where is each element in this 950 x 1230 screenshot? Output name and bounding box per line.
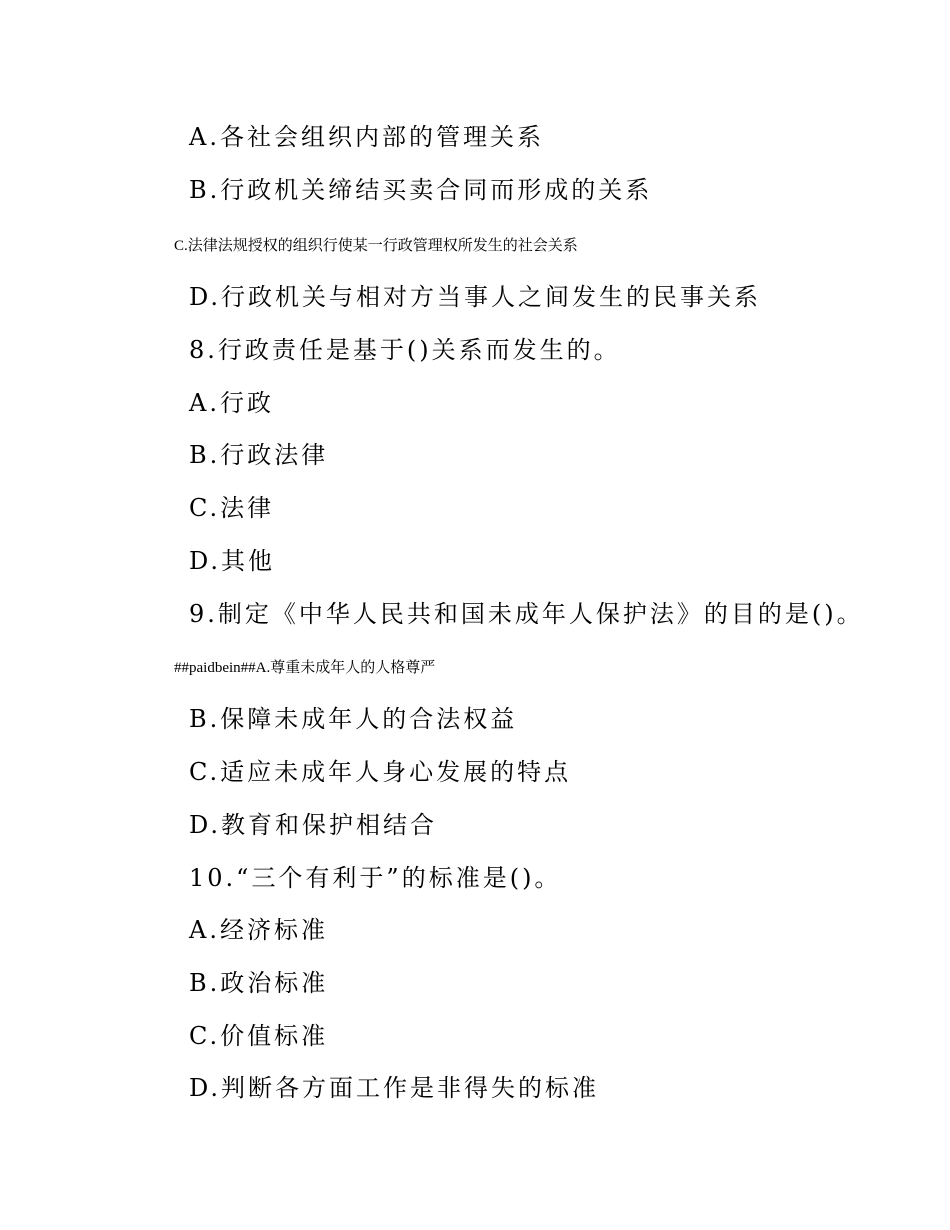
q9-option-b: B.保障未成年人的合法权益 <box>189 705 518 733</box>
q7-option-a: A.各社会组织内部的管理关系 <box>189 123 544 151</box>
q8-option-c: C.法律 <box>189 494 275 522</box>
q8-option-b: B.行政法律 <box>189 441 329 469</box>
q9-option-a: ##paidbein##A.尊重未成年人的人格尊严 <box>174 660 436 676</box>
q9-option-c: C.适应未成年人身心发展的特点 <box>189 758 572 786</box>
question-10: 10.“三个有利于”的标准是()。 <box>189 864 562 892</box>
q10-option-c: C.价值标准 <box>189 1022 329 1050</box>
q10-option-b: B.政治标准 <box>189 969 329 997</box>
q9-option-d: D.教育和保护相结合 <box>189 811 438 839</box>
q10-option-d: D.判断各方面工作是非得失的标准 <box>189 1074 600 1102</box>
question-8: 8.行政责任是基于()关系而发生的。 <box>189 336 621 364</box>
q7-option-d: D.行政机关与相对方当事人之间发生的民事关系 <box>189 283 762 311</box>
q7-option-c: C.法律法规授权的组织行使某一行政管理权所发生的社会关系 <box>174 238 578 254</box>
q10-option-a: A.经济标准 <box>189 916 328 944</box>
q8-option-a: A.行政 <box>189 389 274 417</box>
question-9: 9.制定《中华人民共和国未成年人保护法》的目的是()。 <box>189 600 864 628</box>
q7-option-b: B.行政机关缔结买卖合同而形成的关系 <box>189 176 653 204</box>
q8-option-d: D.其他 <box>189 547 276 575</box>
